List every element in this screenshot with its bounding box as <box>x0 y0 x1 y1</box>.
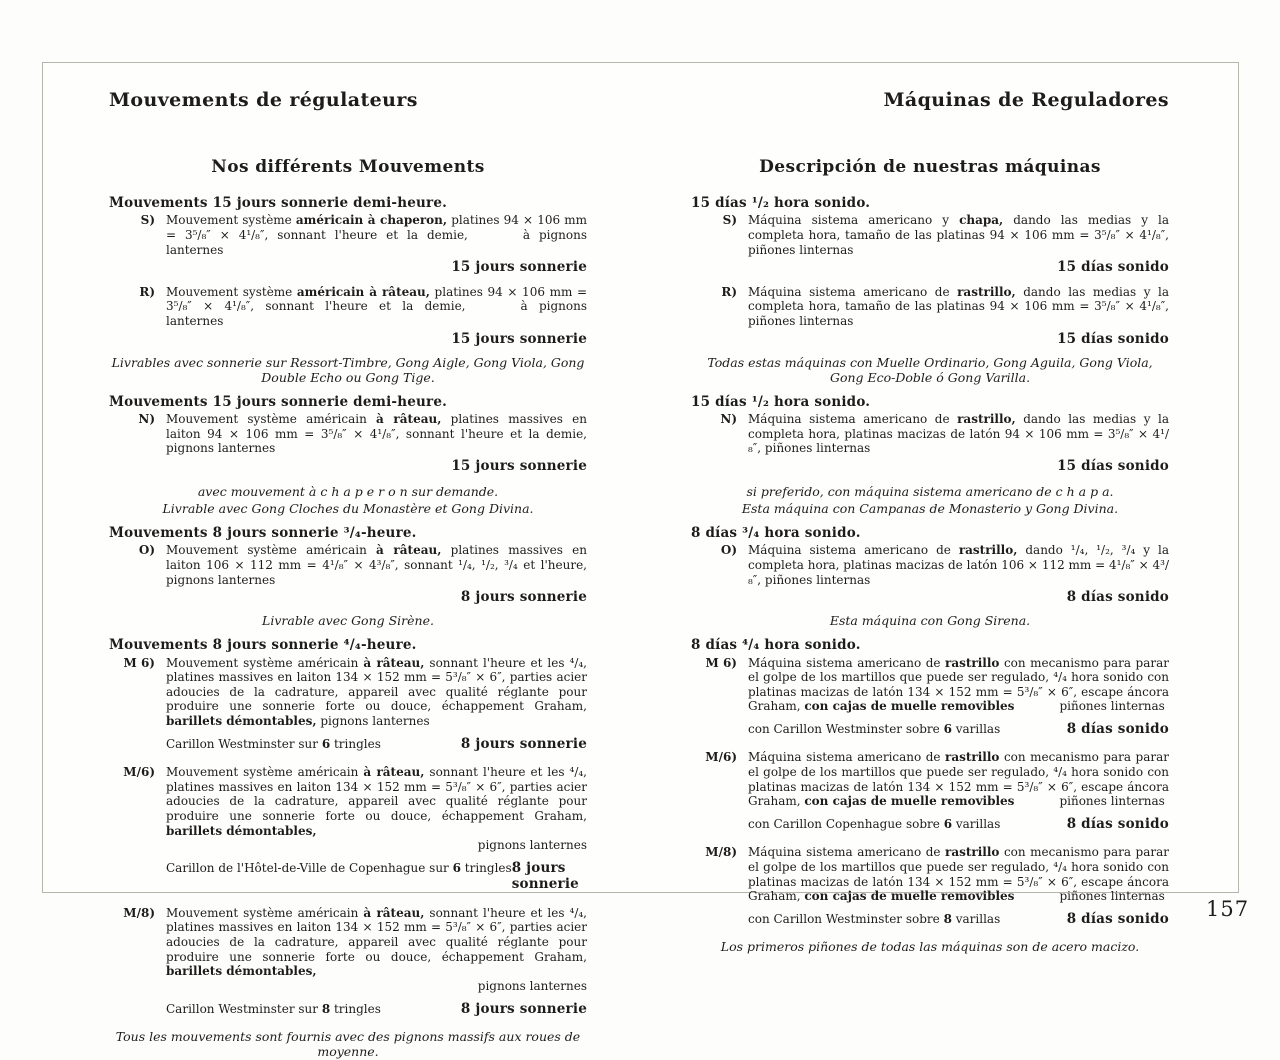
item-body: Máquina sistema americano de rastrillo, dando las medias y la completa hora, tamaño de las platinas 94 × 106 mm = 3⁵/₈″ × 4¹/₈″, piñones linternas <box>748 284 1170 329</box>
item-row <box>691 412 1169 456</box>
note-italic: Livrables avec sonnerie sur Ressort-Timbre, Gong Aigle, Gong Viola, Gong Double Echo ou Gong Tige. <box>111 355 585 386</box>
item-row <box>109 543 587 587</box>
duration-tagline: 15 jours sonnerie <box>451 259 587 276</box>
bold-text: 8 <box>943 911 952 926</box>
note-italic: Esta máquina con Gong Sirena. <box>829 612 1031 628</box>
catalog-item <box>109 285 587 347</box>
carillon-text: Carillon Westminster sur 8 tringles <box>166 1001 381 1016</box>
carillon-subline <box>691 911 1169 927</box>
catalog-item <box>109 906 587 1017</box>
bold-text: con cajas de muelle removibles <box>804 699 1015 714</box>
right-aligned-text: pignons lanternes <box>477 978 587 993</box>
item-body: Máquina sistema americano de rastrillo, dando las medias y la completa hora, platinas macizas de latón 94 × 106 mm = 3⁵/₈″ × 4¹/₈″, piñones linternas <box>748 412 1170 456</box>
duration-tagline: 8 días sonido <box>1066 589 1169 606</box>
catalog-item <box>109 543 587 605</box>
item-body: Mouvement système américain à râteau, platines massives en laiton 94 × 106 mm = 3⁵/₈″ × 4¹/₈″, sonnant l'heure et la demie, pignons lanternes <box>166 412 588 456</box>
catalog-item <box>109 765 587 893</box>
section-heading: Mouvements 15 jours sonnerie demi-heure. <box>109 195 448 211</box>
section-heading: 15 días ¹/₂ hora sonido. <box>691 195 871 211</box>
note-italic: avec mouvement à c h a p e r o n sur demande. <box>197 484 499 500</box>
item-body: Máquina sistema americano de rastrillo con mecanismo para parar el golpe de los martillos que puede ser regulado, ⁴/₄ hora sonido con platinas macizas de latón 134 × 152 mm = 5³/₈″ × 6″, escape áncora Graham, con cajas de muelle removibles piñones linternas <box>748 655 1169 714</box>
duration-tagline: 15 días sonido <box>1057 259 1169 276</box>
bold-text: chapa, <box>959 213 1004 228</box>
duration-tagline: 8 días sonido <box>1066 721 1169 737</box>
carillon-text: Carillon de l'Hôtel-de-Ville de Copenhague sur 6 tringles <box>166 860 512 875</box>
duration-tagline: 8 jours sonnerie <box>460 589 587 606</box>
column-title-spanish: Descripción de nuestras máquinas <box>759 157 1101 177</box>
item-label: M/6) <box>123 765 155 780</box>
duration-tagline: 15 días sonido <box>1057 458 1169 474</box>
duration-tagline: 15 jours sonnerie <box>451 330 587 347</box>
note-italic: Livrable avec Gong Cloches du Monastère et Gong Divina. <box>162 500 534 516</box>
french-blocks <box>109 195 587 1060</box>
item-body: Mouvement système américain à râteau, platines 94 × 106 mm = 3⁵/₈″ × 4¹/₈″, sonnant l'heure et la demie, à pignons lanternes <box>166 284 588 329</box>
item-body: Mouvement système américain à râteau, sonnant l'heure et les ⁴/₄, platines massives en laiton 134 × 152 mm = 5³/₈″ × 6″, parties acier adoucies de la cadrature, appareil avec qualité réglante pour produire une sonnerie forte ou douce, échappement Graham, barillets démontables, pignons lanternes <box>166 655 587 728</box>
spacer <box>1014 709 1059 710</box>
section-heading: Mouvements 15 jours sonnerie demi-heure. <box>109 393 448 410</box>
spacer <box>1014 899 1059 900</box>
item-body: Máquina sistema americano de rastrillo con mecanismo para parar el golpe de los martillos que puede ser regulado, ⁴/₄ hora sonido con platinas macizas de latón 134 × 152 mm = 5³/₈″ × 6″, escape áncora Graham, con cajas de muelle removibles piñones linternas <box>748 845 1169 904</box>
item-row <box>109 906 587 994</box>
item-body: Máquina sistema americano de rastrillo, dando ¹/₄, ¹/₂, ³/₄ y la completa hora, platinas macizas de latón 106 × 112 mm = 4¹/₈″ × 4³/₈″, piñones linternas <box>748 543 1169 587</box>
carillon-subline <box>691 816 1169 832</box>
bold-text: barillets démontables, <box>166 714 317 728</box>
spanish-column <box>691 63 1169 955</box>
item-body: Mouvement système américain à râteau, sonnant l'heure et les ⁴/₄, platines massives en laiton 134 × 152 mm = 5³/₈″ × 6″, parties acier adoucies de la cadrature, appareil avec qualité réglante pour produire une sonnerie forte ou douce, échappement Graham, barillets démontables, pignons lanternes <box>166 765 587 853</box>
item-body: Máquina sistema americano y chapa, dando las medias y la completa hora, tamaño de las platinas 94 × 106 mm = 3⁵/₈″ × 4¹/₈″, piñones linternas <box>748 213 1169 257</box>
bold-text: américain à chaperon, <box>295 213 448 228</box>
note-italic: Esta máquina con Campanas de Monasterio y Gong Divina. <box>741 500 1119 516</box>
right-aligned-text: pignons lanternes <box>477 838 587 853</box>
bold-text: 6 <box>943 722 952 736</box>
bold-text: con cajas de muelle removibles <box>804 794 1015 809</box>
item-row <box>109 656 587 729</box>
item-row <box>109 285 587 329</box>
item-label: O) <box>720 543 737 558</box>
catalog-item <box>691 845 1169 927</box>
bold-text: rastrillo <box>945 655 1000 670</box>
bold-text: rastrillo <box>945 845 1000 860</box>
page-header-french: Mouvements de régulateurs <box>109 89 418 111</box>
page-number: 157 <box>1206 897 1250 921</box>
bold-text: 6 <box>452 860 461 875</box>
bold-text: à râteau, <box>376 543 442 558</box>
item-body: Mouvement système américain à râteau, sonnant l'heure et les ⁴/₄, platines massives en laiton 134 × 152 mm = 5³/₈″ × 6″, parties acier adoucies de la cadrature, appareil avec qualité réglante pour produire une sonnerie forte ou douce, échappement Graham, barillets démontables, pignons lanternes <box>166 905 587 993</box>
item-label: O) <box>138 543 155 558</box>
duration-tagline: 8 días sonido <box>1066 815 1169 832</box>
section-heading: Mouvements 8 jours sonnerie ³/₄-heure. <box>109 524 417 541</box>
bold-text: 6 <box>943 816 953 831</box>
note-italic: si preferido, con máquina sistema americano de c h a p a. <box>746 484 1114 500</box>
section-heading: Mouvements 8 jours sonnerie ⁴/₄-heure. <box>109 637 417 654</box>
item-label: M 6) <box>705 655 737 670</box>
item-body: Máquina sistema americano de rastrillo con mecanismo para parar el golpe de los martillos que puede ser regulado, ⁴/₄ hora sonido con platinas macizas de latón 134 × 152 mm = 5³/₈″ × 6″, escape áncora Graham, con cajas de muelle removibles piñones linternas <box>748 750 1169 809</box>
bold-text: con cajas de muelle removibles <box>804 889 1015 904</box>
item-label: R) <box>139 284 155 299</box>
item-row <box>691 845 1169 904</box>
item-row <box>691 543 1169 587</box>
spacer <box>466 309 521 310</box>
carillon-text: con Carillon Copenhague sobre 6 varillas <box>748 816 1001 831</box>
duration-tagline: 15 días sonido <box>1057 330 1169 347</box>
bold-text: à râteau, <box>363 655 425 670</box>
column-title-french: Nos différents Mouvements <box>211 157 485 177</box>
bold-text: rastrillo, <box>958 543 1018 558</box>
bold-text: 8 <box>321 1001 331 1016</box>
carillon-subline <box>109 860 587 893</box>
carillon-subline <box>109 1001 587 1017</box>
note-italic: Los primeros piñones de todas las máquinas son de acero macizo. <box>720 939 1140 955</box>
bold-text: barillets démontables, <box>166 823 317 838</box>
spacer <box>468 238 523 239</box>
item-row <box>109 412 587 456</box>
item-row <box>691 656 1169 715</box>
carillon-subline <box>109 736 587 752</box>
item-label: M/8) <box>705 845 737 860</box>
item-row <box>691 213 1169 257</box>
bold-text: américain à râteau, <box>296 284 430 299</box>
item-label: N) <box>720 412 737 427</box>
spanish-blocks <box>691 195 1169 955</box>
carillon-text: Carillon Westminster sur 6 tringles <box>166 736 381 751</box>
duration-tagline: 8 jours sonnerie <box>460 735 587 752</box>
section-heading: 8 días ³/₄ hora sonido. <box>691 524 861 541</box>
catalog-item <box>691 543 1169 605</box>
item-row <box>691 750 1169 809</box>
catalog-item <box>691 656 1169 738</box>
duration-tagline: 15 jours sonnerie <box>451 458 587 474</box>
bold-text: à râteau, <box>363 905 425 920</box>
item-label: N) <box>138 412 155 427</box>
catalog-item <box>109 412 587 474</box>
section-heading: 8 días ⁴/₄ hora sonido. <box>691 637 861 654</box>
item-label: S) <box>140 213 155 228</box>
item-label: S) <box>722 213 737 228</box>
duration-tagline: 8 días sonido <box>1066 910 1169 927</box>
page-header-spanish: Máquinas de Reguladores <box>883 89 1169 111</box>
item-label: R) <box>721 284 737 299</box>
catalog-item <box>109 656 587 753</box>
spacer <box>1014 804 1059 805</box>
catalog-item <box>691 213 1169 275</box>
bold-text: rastrillo, <box>957 284 1016 299</box>
bold-text: rastrillo <box>945 750 1000 765</box>
carillon-text: con Carillon Westminster sobre 6 varillas <box>748 722 1001 736</box>
item-row <box>109 213 587 257</box>
catalog-item <box>691 412 1169 474</box>
item-row <box>691 285 1169 329</box>
item-label: M/6) <box>705 750 737 765</box>
bold-text: à râteau, <box>363 765 425 780</box>
carillon-subline <box>691 721 1169 737</box>
item-body: Mouvement système américain à râteau, platines massives en laiton 106 × 112 mm = 4¹/₈″ × 4³/₈″, sonnant ¹/₄, ¹/₂, ³/₄ et l'heure, pignons lanternes <box>166 543 588 587</box>
bold-text: barillets démontables, <box>166 964 317 979</box>
catalog-item <box>109 213 587 275</box>
duration-tagline: 8 jours sonnerie <box>511 859 579 893</box>
bold-text: 6 <box>321 736 331 751</box>
item-label: M 6) <box>123 655 155 670</box>
catalog-item <box>691 750 1169 832</box>
note-italic: Tous les mouvements sont fournis avec des pignons massifs aux roues de moyenne. <box>115 1029 581 1060</box>
carillon-text: con Carillon Westminster sobre 8 varillas <box>748 911 1001 926</box>
item-label: M/8) <box>123 905 155 920</box>
catalog-item <box>691 285 1169 347</box>
french-column <box>109 63 587 1060</box>
item-body: Mouvement système américain à chaperon, platines 94 × 106 mm = 3⁵/₈″ × 4¹/₈″, sonnant l'heure et la demie, à pignons lanternes <box>166 213 588 257</box>
duration-tagline: 8 jours sonnerie <box>460 1000 587 1017</box>
section-heading: 15 días ¹/₂ hora sonido. <box>691 393 871 410</box>
note-italic: Livrable avec Gong Sirène. <box>262 612 434 628</box>
bold-text: rastrillo, <box>957 412 1016 427</box>
item-row <box>109 765 587 853</box>
bold-text: à râteau, <box>376 412 442 427</box>
note-italic: Todas estas máquinas con Muelle Ordinario, Gong Aguila, Gong Viola, Gong Eco-Doble ó Gong Varilla. <box>707 355 1153 386</box>
